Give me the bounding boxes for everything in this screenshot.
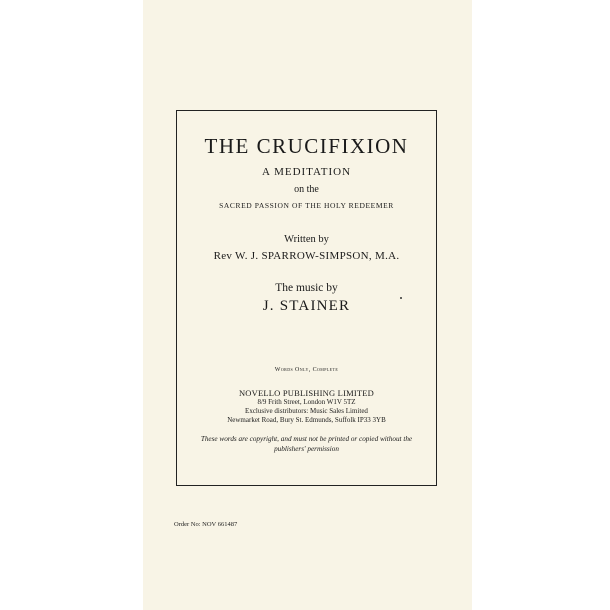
composer-name: J. STAINER — [262, 298, 351, 314]
on-the-text: on the — [294, 184, 319, 195]
ink-speck — [400, 297, 402, 299]
passion-subtitle: SACRED PASSION OF THE HOLY REDEEMER — [219, 201, 394, 210]
music-by-label: The music by — [275, 282, 338, 294]
distributor-address: Newmarket Road, Bury St. Edmunds, Suffolk IP33 3YB — [227, 416, 386, 424]
edition-note: Words Only, Complete — [274, 367, 339, 373]
copyright-line-1: These words are copyright, and must not be printed or copied without the — [200, 435, 413, 443]
copyright-line-2: publishers' permission — [274, 445, 339, 453]
cover-title: THE CRUCIFIXION — [204, 134, 409, 158]
written-by-label: Written by — [284, 234, 329, 245]
copyright-notice — [176, 434, 437, 454]
distributors-line: Exclusive distributors: Music Sales Limited — [245, 407, 368, 415]
cover-subtitle: A MEDITATION — [261, 166, 352, 178]
author-name: Rev W. J. SPARROW-SIMPSON, M.A. — [213, 250, 400, 262]
publisher-address: 8/9 Frith Street, London W1V 5TZ — [257, 398, 356, 406]
publisher-name: NOVELLO PUBLISHING LIMITED — [238, 388, 375, 398]
order-number: Order No: NOV 661487 — [174, 521, 238, 528]
